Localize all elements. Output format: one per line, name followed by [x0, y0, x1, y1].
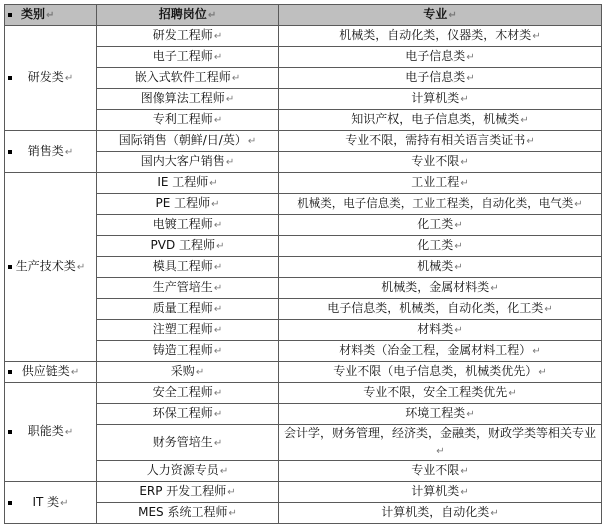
position-cell	[97, 299, 279, 320]
return-mark-icon: ↵	[60, 497, 69, 509]
return-mark-icon: ↵	[64, 427, 74, 438]
position-text: 环保工程师	[152, 406, 213, 420]
position-text: 安全工程师	[152, 385, 213, 399]
return-mark-icon: ↵	[460, 466, 469, 477]
return-mark-icon: ↵	[520, 115, 529, 126]
position-text: 模具工程师	[152, 259, 213, 273]
major-text: 专业不限，安全工程类优先	[363, 385, 508, 399]
category-rd	[5, 26, 97, 131]
position-text: 注塑工程师	[152, 322, 213, 336]
return-mark-icon: ↵	[544, 304, 553, 315]
major-text: 化工类	[417, 238, 454, 252]
return-mark-icon: ↵	[46, 10, 55, 21]
return-mark-icon: ↵	[211, 199, 220, 210]
return-mark-icon: ↵	[508, 388, 517, 399]
return-mark-icon: ↵	[460, 487, 469, 498]
position-cell	[97, 425, 279, 461]
position-cell	[97, 383, 279, 404]
position-text: 嵌入式软件工程师	[134, 70, 231, 84]
return-mark-icon: ↵	[228, 508, 237, 519]
position-cell	[97, 173, 279, 194]
position-text: 质量工程师	[152, 301, 213, 315]
position-text: 研发工程师	[152, 28, 213, 42]
major-cell	[279, 320, 602, 341]
return-mark-icon: ↵	[490, 283, 499, 294]
major-cell	[279, 152, 602, 173]
return-mark-icon: ↵	[466, 52, 475, 63]
table-row	[5, 482, 602, 503]
major-cell	[279, 236, 602, 257]
table-row	[5, 383, 602, 404]
position-cell	[97, 278, 279, 299]
major-text: 机械类，电子信息类，工业工程类，自动化类，电气类	[297, 196, 574, 210]
category-it	[5, 482, 97, 524]
return-mark-icon: ↵	[454, 325, 463, 336]
major-text: 机械类	[417, 259, 454, 273]
major-text: 工业工程	[411, 175, 460, 189]
return-mark-icon: ↵	[76, 262, 86, 273]
return-mark-icon: ↵	[213, 115, 223, 126]
major-text: 机械类，金属材料类	[381, 280, 490, 294]
position-cell	[97, 131, 279, 152]
position-text: ERP 开发工程师	[139, 484, 227, 498]
bullet-icon	[8, 501, 12, 505]
category-label: IT 类	[32, 494, 60, 509]
return-mark-icon: ↵	[466, 73, 475, 84]
major-text: 计算机类	[411, 91, 460, 105]
major-text: 环境工程类	[405, 406, 466, 420]
position-text: PE 工程师	[155, 196, 211, 210]
header-major	[279, 5, 602, 26]
header-category	[5, 5, 97, 26]
return-mark-icon: ↵	[70, 367, 80, 378]
return-mark-icon: ↵	[532, 31, 541, 42]
return-mark-icon: ↵	[213, 262, 223, 273]
table-row	[5, 362, 602, 383]
major-cell	[279, 404, 602, 425]
major-text: 材料类（冶金工程，金属材料工程）	[339, 343, 532, 357]
return-mark-icon: ↵	[209, 178, 218, 189]
header-row	[5, 5, 602, 26]
position-cell	[97, 320, 279, 341]
position-text: 生产管培生	[152, 280, 213, 294]
position-cell	[97, 257, 279, 278]
return-mark-icon: ↵	[454, 262, 463, 273]
return-mark-icon: ↵	[454, 241, 463, 252]
bullet-icon	[8, 430, 12, 434]
return-mark-icon: ↵	[227, 487, 236, 498]
major-cell	[279, 425, 602, 461]
bullet-icon	[8, 13, 12, 17]
return-mark-icon: ↵	[454, 220, 463, 231]
position-cell	[97, 194, 279, 215]
major-text: 材料类	[417, 322, 454, 336]
position-cell	[97, 26, 279, 47]
position-text: 国内大客户销售	[140, 154, 225, 168]
table-row	[5, 173, 602, 194]
return-mark-icon: ↵	[213, 31, 223, 42]
table-row	[5, 26, 602, 47]
position-cell	[97, 89, 279, 110]
return-mark-icon: ↵	[213, 437, 223, 449]
return-mark-icon: ↵	[213, 52, 223, 63]
return-mark-icon: ↵	[213, 325, 223, 336]
position-text: PVD 工程师	[150, 238, 216, 252]
return-mark-icon: ↵	[231, 73, 241, 84]
major-cell	[279, 194, 602, 215]
position-text: 电镀工程师	[152, 217, 213, 231]
category-label: 生产技术类	[15, 259, 76, 273]
return-mark-icon: ↵	[532, 346, 541, 357]
position-text: 电子工程师	[152, 49, 213, 63]
position-text: 图像算法工程师	[140, 91, 225, 105]
category-prod	[5, 173, 97, 362]
major-cell	[279, 341, 602, 362]
position-cell	[97, 215, 279, 236]
major-cell	[279, 131, 602, 152]
position-cell	[97, 404, 279, 425]
position-cell	[97, 152, 279, 173]
major-cell	[279, 257, 602, 278]
position-cell	[97, 461, 279, 482]
major-text: 电子信息类，机械类，自动化类，化工类	[327, 301, 544, 315]
category-label: 供应链类	[21, 364, 70, 378]
category-supply	[5, 362, 97, 383]
position-text: 专利工程师	[152, 112, 213, 126]
bullet-icon	[8, 76, 12, 80]
return-mark-icon: ↵	[247, 136, 257, 147]
return-mark-icon: ↵	[219, 466, 229, 477]
major-cell	[279, 362, 602, 383]
major-cell	[279, 278, 602, 299]
return-mark-icon: ↵	[225, 94, 235, 105]
return-mark-icon: ↵	[64, 73, 74, 84]
major-text: 电子信息类	[405, 70, 466, 84]
position-text: 财务管培生	[152, 434, 213, 449]
major-text: 会计学，财务管理，经济类，金融类，财政学类等相关专业	[283, 426, 596, 440]
return-mark-icon: ↵	[490, 508, 499, 519]
major-cell	[279, 68, 602, 89]
position-cell	[97, 68, 279, 89]
major-cell	[279, 173, 602, 194]
header-category-label: 类别	[21, 7, 46, 21]
table-row	[5, 131, 602, 152]
major-text: 专业不限	[411, 463, 460, 477]
return-mark-icon: ↵	[538, 367, 547, 378]
return-mark-icon: ↵	[213, 346, 223, 357]
major-text: 专业不限，需持有相关语言类证书	[345, 133, 526, 147]
position-cell	[97, 236, 279, 257]
bullet-icon	[8, 265, 12, 269]
return-mark-icon: ↵	[195, 367, 205, 378]
position-cell	[97, 341, 279, 362]
return-mark-icon: ↵	[460, 94, 469, 105]
return-mark-icon: ↵	[448, 10, 457, 21]
major-cell	[279, 215, 602, 236]
return-mark-icon: ↵	[213, 388, 223, 399]
position-cell	[97, 47, 279, 68]
position-cell	[97, 503, 279, 524]
position-text: 人力资源专员	[146, 463, 219, 477]
major-text: 知识产权，电子信息类，机械类	[351, 112, 520, 126]
major-text: 计算机类，自动化类	[381, 505, 490, 519]
return-mark-icon: ↵	[436, 446, 445, 457]
position-text: 国际销售（朝鲜/日/英）	[118, 133, 247, 147]
return-mark-icon: ↵	[213, 409, 223, 420]
return-mark-icon: ↵	[216, 241, 225, 252]
major-cell	[279, 47, 602, 68]
major-cell	[279, 110, 602, 131]
bullet-icon	[8, 150, 12, 154]
header-position-label: 招聘岗位	[158, 7, 207, 21]
major-cell	[279, 461, 602, 482]
return-mark-icon: ↵	[574, 199, 583, 210]
major-text: 机械类，自动化类，仪器类，木材类	[339, 28, 532, 42]
category-label: 职能类	[27, 424, 64, 438]
position-cell	[97, 110, 279, 131]
return-mark-icon: ↵	[213, 304, 223, 315]
position-text: 铸造工程师	[152, 343, 213, 357]
return-mark-icon: ↵	[225, 157, 235, 168]
major-text: 化工类	[417, 217, 454, 231]
major-cell	[279, 26, 602, 47]
position-cell	[97, 362, 279, 383]
major-cell	[279, 383, 602, 404]
header-major-label: 专业	[423, 7, 448, 21]
position-cell	[97, 482, 279, 503]
major-cell	[279, 503, 602, 524]
return-mark-icon: ↵	[207, 10, 217, 21]
major-text: 专业不限	[411, 154, 460, 168]
major-text: 计算机类	[411, 484, 460, 498]
header-position	[97, 5, 279, 26]
return-mark-icon: ↵	[213, 283, 223, 294]
position-text: MES 系统工程师	[138, 505, 228, 519]
category-label: 研发类	[27, 70, 64, 84]
bullet-icon	[8, 370, 12, 374]
major-text: 专业不限（电子信息类，机械类优先）	[333, 364, 538, 378]
return-mark-icon: ↵	[466, 409, 475, 420]
recruitment-table	[4, 4, 602, 524]
major-cell	[279, 299, 602, 320]
major-cell	[279, 482, 602, 503]
return-mark-icon: ↵	[526, 136, 535, 147]
category-func	[5, 383, 97, 482]
category-sales	[5, 131, 97, 173]
position-text: 采购	[170, 364, 195, 378]
return-mark-icon: ↵	[213, 220, 223, 231]
position-text: IE 工程师	[157, 175, 209, 189]
major-cell	[279, 89, 602, 110]
return-mark-icon: ↵	[64, 146, 74, 158]
category-label: 销售类	[27, 143, 64, 158]
return-mark-icon: ↵	[460, 157, 469, 168]
major-text: 电子信息类	[405, 49, 466, 63]
return-mark-icon: ↵	[460, 178, 469, 189]
